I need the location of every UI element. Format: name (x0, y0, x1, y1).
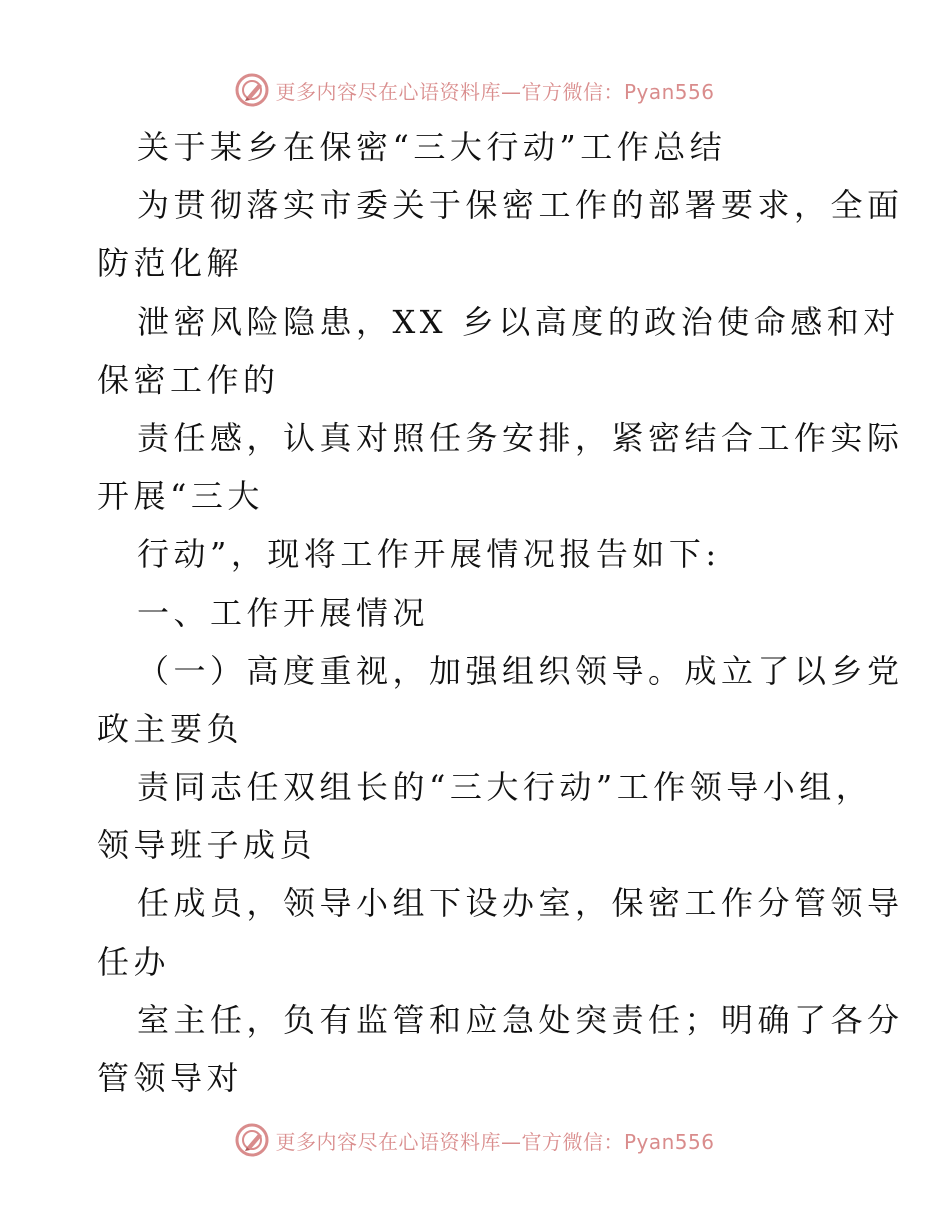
paragraph-line: 开展“三大 (97, 477, 264, 516)
pen-logo-icon (235, 73, 269, 107)
paragraph-line: 政主要负 (97, 709, 244, 748)
watermark-text: 更多内容尽在心语资料库—官方微信：Pyan556 (275, 1129, 715, 1154)
paragraph-line: （一）高度重视，加强组织领导。成立了以乡党 (137, 651, 904, 690)
paragraph-line: 室主任，负有监管和应急处突责任；明确了各分 (137, 1000, 904, 1039)
paragraph-line: 责任感，认真对照任务安排，紧密结合工作实际 (137, 418, 904, 457)
document-body (97, 118, 904, 1107)
section-heading: 一、工作开展情况 (137, 593, 430, 632)
paragraph-line: 任办 (97, 942, 171, 981)
paragraph-line: 防范化解 (97, 244, 244, 283)
paragraph-line: 领导班子成员 (97, 826, 317, 865)
paragraph-line: 为贯彻落实市委关于保密工作的部署要求，全面 (137, 186, 904, 225)
paragraph-line: 行动”，现将工作开展情况报告如下: (137, 535, 721, 574)
document-title: 关于某乡在保密“三大行动”工作总结 (137, 128, 727, 166)
paragraph-line: 责同志任双组长的“三大行动”工作领导小组， (137, 768, 873, 807)
paragraph-line: 泄密风险隐患，XX 乡以高度的政治使命感和对 (137, 302, 900, 341)
paragraph-line: 任成员，领导小组下设办室，保密工作分管领导 (137, 884, 904, 923)
paragraph-line: 保密工作的 (97, 360, 280, 399)
pen-logo-icon (235, 1123, 269, 1157)
watermark-text: 更多内容尽在心语资料库—官方微信：Pyan556 (275, 79, 715, 104)
paragraph-line: 管领导对 (97, 1059, 244, 1097)
header-watermark (0, 70, 950, 110)
footer-watermark (0, 1120, 950, 1160)
